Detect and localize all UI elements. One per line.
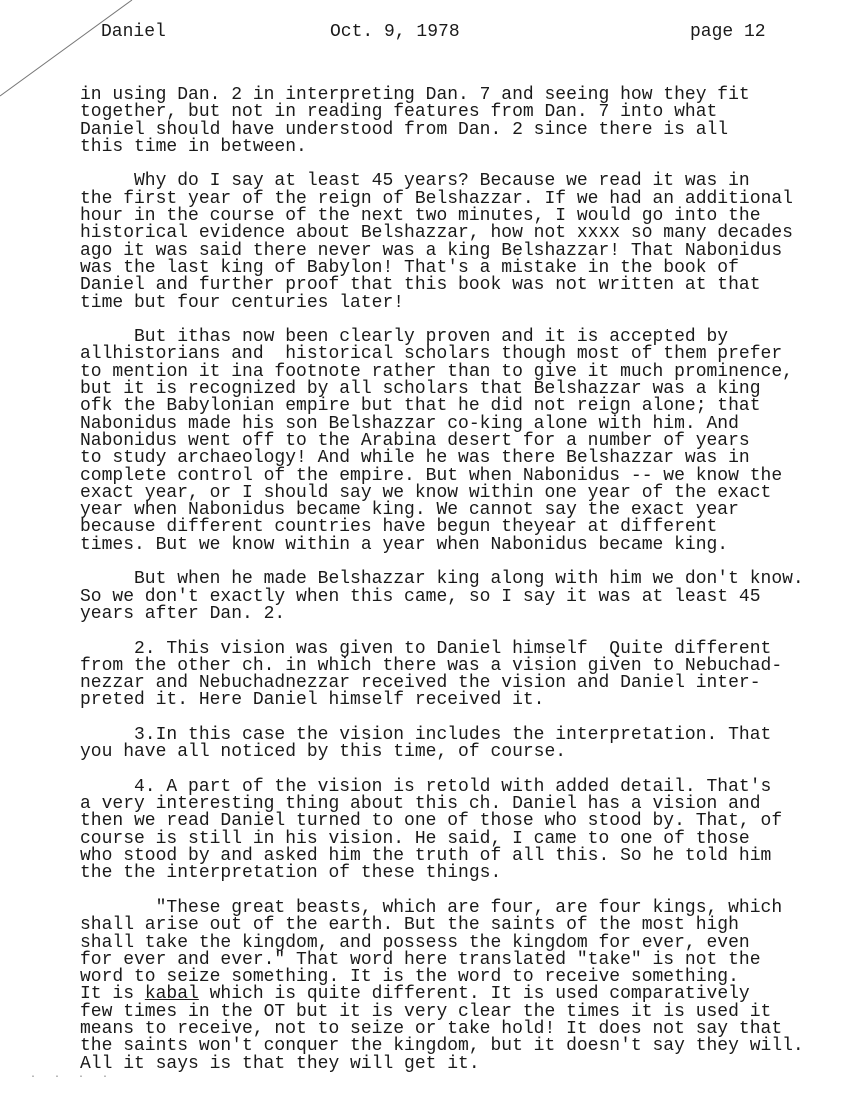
- text-line: to study archaeology! And while he was there Belshazzar was in: [80, 448, 750, 469]
- text-line: because different countries have begun theyear at different: [80, 517, 718, 538]
- paragraph: [80, 776, 820, 884]
- text-line: Why do I say at least 45 years? Because we read it was in: [80, 171, 750, 192]
- text-line: together, but not in reading features from Dan. 7 into what: [80, 102, 718, 123]
- text-line: All it says is that they will get it.: [80, 1053, 480, 1074]
- text-line: Nabonidus went off to the Arabina desert for a number of years: [80, 430, 750, 451]
- text-line: But when he made Belshazzar king along with him we don't know.: [80, 569, 804, 590]
- text-line: But ithas now been clearly proven and it is accepted by: [80, 327, 729, 348]
- text-line: who stood by and asked him the truth of all this. So he told him: [80, 846, 772, 867]
- text-line: nezzar and Nebuchadnezzar received the vision and Daniel inter-: [80, 673, 761, 694]
- text-line: exact year, or I should say we know within one year of the exact: [80, 482, 772, 503]
- text-line: the first year of the reign of Belshazzar. If we had an additional: [80, 188, 793, 209]
- text-line: a very interesting thing about this ch. Daniel has a vision and: [80, 794, 761, 815]
- scan-specks: · · · ·: [30, 1072, 115, 1083]
- text-line: word to seize something. It is the word to receive something.: [80, 967, 739, 988]
- text-line: years after Dan. 2.: [80, 603, 286, 624]
- text-line: was the last king of Babylon! That's a mistake in the book of: [80, 257, 739, 278]
- paragraph: [80, 173, 820, 311]
- text-line: 4. A part of the vision is retold with added detail. That's: [80, 776, 772, 797]
- text-line: the saints won't conquer the kingdom, but it doesn't say they will.: [80, 1036, 804, 1057]
- text-line: time but four centuries later!: [80, 292, 405, 313]
- text-line: then we read Daniel turned to one of those who stood by. That, of: [80, 811, 783, 832]
- text-line: complete control of the empire. But when Nabonidus -- we know the: [80, 465, 783, 486]
- text-line: "These great beasts, which are four, are four kings, which: [80, 897, 783, 918]
- paragraph: [80, 87, 820, 156]
- text-line: few times in the OT but it is very clear the times it is used it: [80, 1001, 772, 1022]
- text-line: historical evidence about Belshazzar, how not xxxx so many decades: [80, 223, 793, 244]
- text-line: course is still in his vision. He said, I came to one of those: [80, 828, 750, 849]
- text-segment: which is quite different. It is used comparatively: [198, 984, 750, 1005]
- text-line: this time in between.: [80, 136, 307, 157]
- text-line: preted it. Here Daniel himself received it.: [80, 690, 545, 711]
- text-line: means to receive, not to seize or take hold! It does not say that: [80, 1019, 783, 1040]
- text-line: ago it was said there never was a king Belshazzar! That Nabonidus: [80, 240, 783, 261]
- text-line: year when Nabonidus became king. We cannot say the exact year: [80, 500, 739, 521]
- text-line: Nabonidus made his son Belshazzar co-king alone with him. And: [80, 413, 739, 434]
- text-line: the the interpretation of these things.: [80, 863, 502, 884]
- text-line: 2. This vision was given to Daniel himself Quite different: [80, 638, 772, 659]
- text-line: So we don't exactly when this came, so I say it was at least 45: [80, 586, 761, 607]
- text-line: but it is recognized by all scholars that Belshazzar was a king: [80, 379, 761, 400]
- text-segment: It is: [80, 984, 145, 1005]
- text-line: Daniel and further proof that this book was not written at that: [80, 275, 761, 296]
- paragraph: [80, 638, 820, 711]
- header-title: Daniel: [101, 22, 166, 42]
- text-line: you have all noticed by this time, of course.: [80, 742, 567, 763]
- text-line: shall take the kingdom, and possess the kingdom for ever, even: [80, 932, 750, 953]
- header-date: Oct. 9, 1978: [330, 22, 460, 42]
- underlined-word: kabal: [144, 984, 199, 1005]
- document-body: [80, 87, 820, 1090]
- text-line: from the other ch. in which there was a vision given to Nebuchad-: [80, 655, 783, 676]
- text-line: shall arise out of the earth. But the saints of the most high: [80, 915, 739, 936]
- text-line: in using Dan. 2 in interpreting Dan. 7 and seeing how they fit: [80, 85, 750, 105]
- paragraph: [80, 329, 820, 554]
- paragraph: [80, 897, 820, 1074]
- text-line: to mention it ina footnote rather than to give it much prominence,: [80, 361, 793, 382]
- text-line: hour in the course of the next two minutes, I would go into the: [80, 206, 761, 227]
- text-line: Daniel should have understood from Dan. 2 since there is all: [80, 119, 729, 140]
- text-line: allhistorians and historical scholars though most of them prefer: [80, 344, 783, 365]
- header-page-number: page 12: [690, 22, 766, 42]
- text-line: for ever and ever." That word here translated "take" is not the: [80, 949, 761, 970]
- text-line: ofk the Babylonian empire but that he did not reign alone; that: [80, 396, 761, 417]
- paragraph: [80, 724, 820, 763]
- text-line: times. But we know within a year when Nabonidus became king.: [80, 534, 729, 555]
- text-line: 3.In this case the vision includes the interpretation. That: [80, 724, 772, 745]
- paragraph: [80, 571, 820, 623]
